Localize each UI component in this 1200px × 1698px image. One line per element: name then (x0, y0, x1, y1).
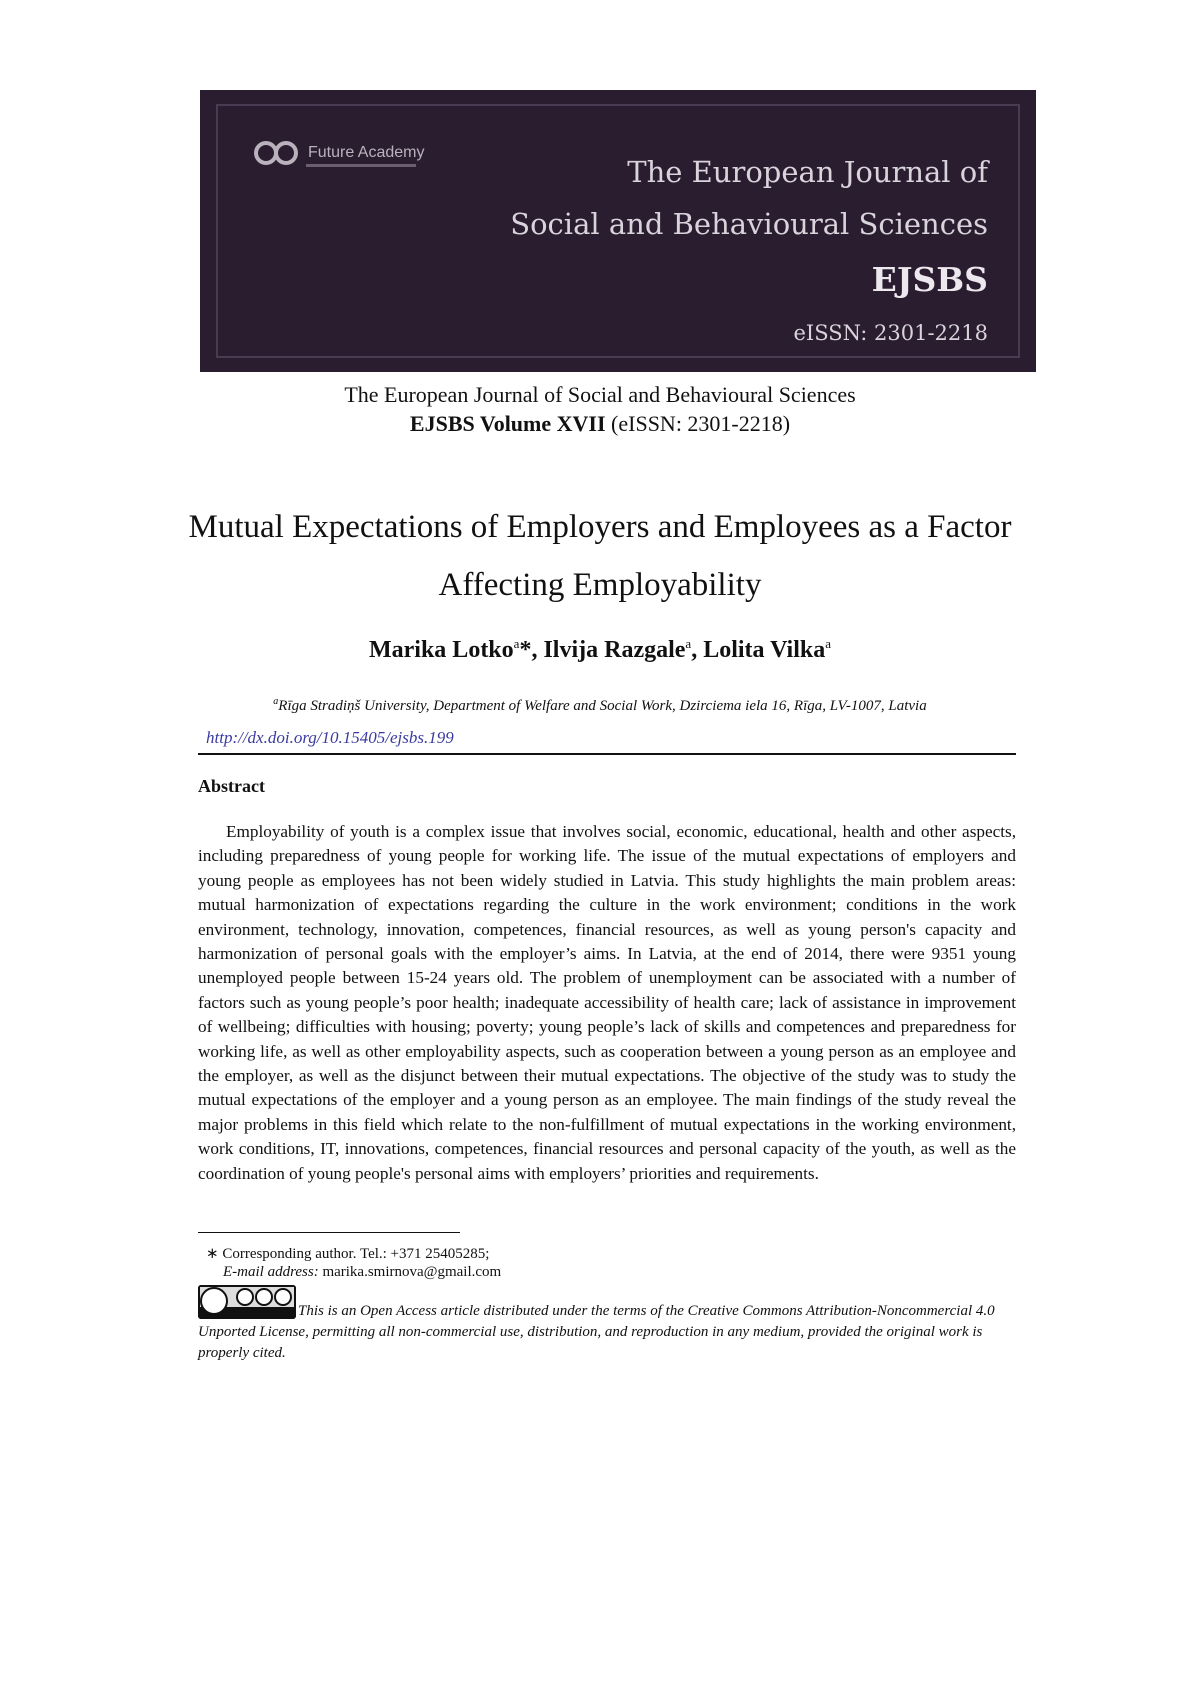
banner-title-line1: The European Journal of (627, 155, 988, 189)
corresponding-mark: * (519, 637, 532, 663)
license-text: This is an Open Access article distributed under the terms of the Creative Commons Attribution-Noncommercial 4.0 Unported License, permitting all non-commercial use, distribution, and reproduction in any medium, provided the original work is properly cited. (198, 1303, 995, 1361)
corresponding-author: ∗ Corresponding author. Tel.: +371 25405285; (206, 1246, 490, 1262)
affiliation-mark: a (273, 696, 279, 707)
author-affiliation-mark: a (513, 636, 520, 651)
author-name: Marika Lotko (368, 637, 514, 663)
journal-name: The European Journal of Social and Behavioural Sciences (344, 382, 856, 407)
banner-frame (216, 104, 1020, 358)
banner-title (510, 146, 988, 356)
author-name: Ilvija Razgale (543, 637, 686, 663)
paper-title: Mutual Expectations of Employers and Employees as a Factor Affecting Employability (188, 509, 1012, 603)
affiliation-text: Rīga Stradiņš University, Department of Welfare and Social Work, Dzirciema iela 16, Rīga, LV-1007, Latvia (278, 698, 927, 714)
banner-issn: eISSN: 2301-2218 (793, 321, 988, 345)
journal-volume (0, 411, 1200, 437)
journal-issn: (eISSN: 2301-2218) (605, 411, 791, 436)
author-affiliation-mark: a (825, 636, 832, 651)
author-name: Lolita Vilka (703, 637, 826, 663)
author-list: Marika Lotko$^a$*, Ilvija Razgale$^a$, Lolita Vilka$^a$ (368, 636, 832, 663)
abstract-heading: Abstract (198, 776, 265, 796)
email-label: E-mail address: (223, 1264, 319, 1280)
publisher-name: Future Academy (308, 144, 425, 161)
abstract-text: Employability of youth is a complex issue that involves social, economic, educational, health and other aspects, including preparedness of young people for working life. The issue of the mutual expectations of employers and young people as employees has not been widely studied in Latvia. This study highlights the main problem areas: mutual harmonization of expectations regarding the culture in the work environment; conditions in the work environment, technology, innovation, competences, financial resources, as well as young person's capacity and harmonization of personal goals with the employer’s aims. In Latvia, at the end of 2014, there were 9351 young unemployed people between 15-24 years old. The problem of unemployment can be associated with a number of factors such as young people’s poor health; inadequate accessibility of health care; lack of assistance in improvement of wellbeing; difficulties with housing; poverty; young people’s lack of skills and competences and preparedness for working life, as well as other employability aspects, such as cooperation between a young person as an employee and the employer, as well as the disjunct between their mutual expectations. The objective of the study was to study the mutual expectations of the employer and a young person as an employee. The main findings of the study reveal the major problems in this field which relate to the non-fulfillment of mutual expectations in the working environment, work conditions, IT, innovations, competences, financial resources and personal capacity of the youth, as well as the coordination of young people's personal aims with employers’ priorities and requirements. (198, 822, 1016, 1183)
affiliation (0, 696, 1200, 715)
future-academy-logo-icon (252, 138, 302, 168)
banner-abbrev: EJSBS (871, 260, 988, 299)
journal-banner (200, 90, 1036, 372)
author-affiliation-mark: a (685, 636, 692, 651)
email-line (223, 1264, 501, 1281)
banner-title-line2: Social and Behavioural Sciences (510, 207, 988, 241)
header-divider (198, 753, 1016, 755)
logo-tagline (306, 164, 416, 167)
doi-link[interactable]: http://dx.doi.org/10.15405/ejsbs.199 (206, 728, 454, 747)
footnote-divider (198, 1232, 460, 1233)
email-address: marika.smirnova@gmail.com (318, 1264, 502, 1280)
journal-volume-bold: EJSBS Volume XVII (409, 411, 606, 436)
